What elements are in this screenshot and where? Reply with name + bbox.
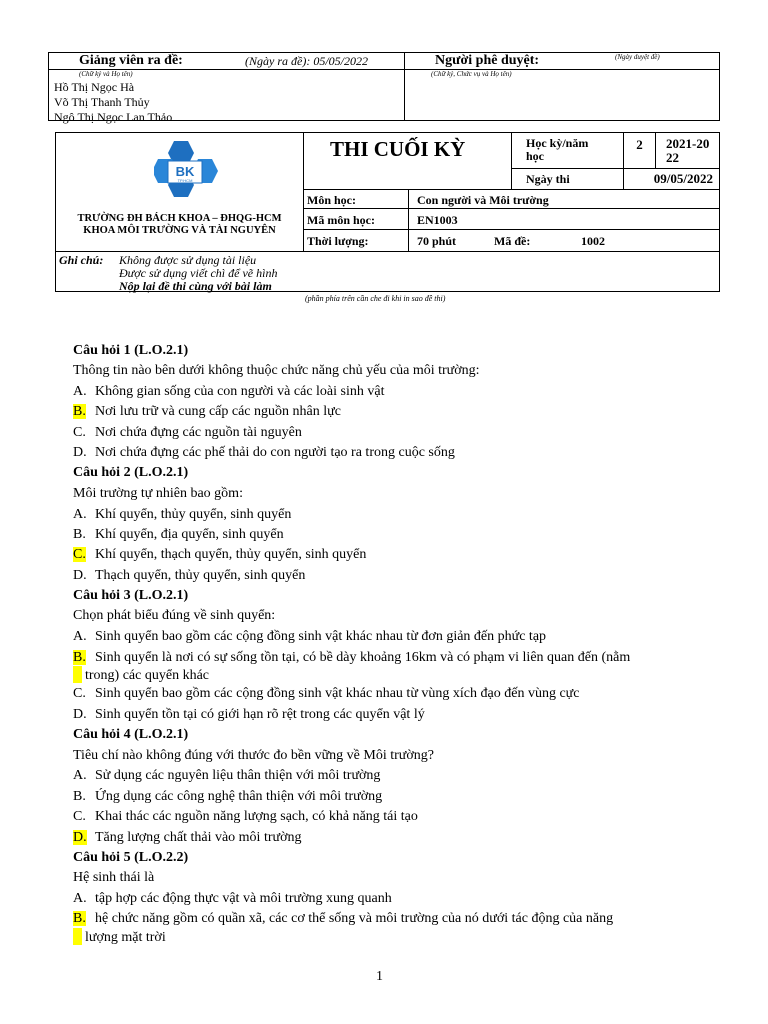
exam-header bbox=[55, 132, 720, 292]
option-letter: B. bbox=[73, 527, 86, 542]
nam-hoc-value: 2021-20 22 bbox=[666, 136, 710, 165]
answer-highlight: B. bbox=[73, 650, 86, 665]
ma-de-value: 1002 bbox=[581, 234, 605, 248]
divider bbox=[408, 190, 409, 208]
answer-highlight: B. bbox=[73, 911, 86, 926]
ngay-duyet-de: (Ngày duyệt đề) bbox=[615, 53, 660, 61]
teacher-name: Ngô Thị Ngọc Lan Thảo bbox=[54, 110, 173, 124]
option-letter: A. bbox=[73, 768, 87, 783]
option-text: Nơi lưu trữ và cung cấp các nguồn nhân lực bbox=[95, 404, 341, 419]
option-row bbox=[73, 807, 713, 826]
hoc-ky-label: Học kỳ/năm học bbox=[526, 136, 589, 163]
school-line-2: KHOA MÔI TRƯỜNG VÀ TÀI NGUYÊN bbox=[83, 225, 276, 236]
mon-hoc-value: Con người và Môi trường bbox=[417, 193, 549, 207]
ma-mon-hoc-row bbox=[303, 209, 719, 230]
option-letter: D. bbox=[73, 707, 87, 722]
option-text: Sinh quyển bao gồm các cộng đồng sinh vật khác nhau từ vùng xích đạo đến vùng cực bbox=[95, 686, 580, 701]
ma-mon-hoc-value: EN1003 bbox=[417, 213, 458, 227]
option-row bbox=[73, 828, 713, 847]
option-text: Nơi chứa đựng các nguồn tài nguyên bbox=[95, 425, 302, 440]
question-prompt: Tiêu chí nào không đúng với thước đo bền vững về Môi trường? bbox=[73, 748, 434, 763]
chu-ky-ho-ten: (Chữ ký và Họ tên) bbox=[79, 70, 133, 78]
ngay-thi-value-cell bbox=[624, 169, 719, 190]
question-title: Câu hỏi 4 (L.O.2.1) bbox=[73, 727, 189, 742]
option-letter: C. bbox=[73, 809, 86, 824]
question-title: Câu hỏi 1 (L.O.2.1) bbox=[73, 343, 189, 358]
mon-hoc-row bbox=[303, 190, 719, 209]
hoc-ky-value-cell bbox=[624, 133, 656, 169]
bk-logo-icon bbox=[154, 139, 218, 199]
ma-mon-hoc-label: Mã môn học: bbox=[307, 213, 375, 227]
option-text: Không gian sống của con người và các loài sinh vật bbox=[95, 384, 385, 399]
nam-hoc-value-cell bbox=[656, 133, 719, 169]
option-text: Sinh quyển tồn tại có giới hạn rõ rệt trong các quyển vật lý bbox=[95, 707, 425, 722]
divider bbox=[408, 209, 409, 229]
option-letter-answer bbox=[73, 648, 95, 667]
option-text: tập hợp các động thực vật và môi trường xung quanh bbox=[95, 891, 392, 906]
option-text: Sinh quyển là nơi có sự sống tồn tại, có bề dày khoảng 16km và có phạm vi liên quan đến (nằm bbox=[95, 650, 631, 665]
option-letter: B. bbox=[73, 789, 86, 804]
teacher-name: Hồ Thị Ngọc Hà bbox=[54, 80, 135, 94]
option-row bbox=[73, 545, 713, 564]
answer-highlight: C. bbox=[73, 547, 86, 562]
option-text: Khai thác các nguồn năng lượng sạch, có khả năng tái tạo bbox=[95, 809, 418, 824]
question-prompt: Thông tin nào bên dưới không thuộc chức năng chủ yếu của môi trường: bbox=[73, 363, 480, 378]
school-line-1: TRƯỜNG ĐH BÁCH KHOA – ĐHQG-HCM bbox=[77, 213, 282, 224]
ngay-thi-label-cell bbox=[512, 169, 624, 190]
option-text: Khí quyển, thủy quyển, sinh quyển bbox=[95, 507, 292, 522]
thoi-luong-row bbox=[303, 230, 719, 251]
option-text: Khí quyển, địa quyển, sinh quyển bbox=[95, 527, 284, 542]
question-prompt: Chọn phát biểu đúng về sinh quyển: bbox=[73, 608, 276, 623]
divider bbox=[408, 230, 409, 251]
ghi-chu-row bbox=[56, 251, 719, 292]
option-letter-answer bbox=[73, 545, 95, 564]
option-letter-answer bbox=[73, 402, 95, 421]
thoi-luong-label: Thời lượng: bbox=[307, 234, 369, 248]
answer-highlight: D. bbox=[73, 830, 87, 845]
teacher-list bbox=[54, 80, 172, 125]
hoc-ky-label-cell bbox=[512, 133, 624, 169]
teachers-cell bbox=[49, 70, 405, 124]
option-row bbox=[73, 766, 713, 785]
school-name bbox=[56, 213, 303, 237]
ma-de-label: Mã đề: bbox=[494, 234, 531, 248]
answer-highlight: B. bbox=[73, 404, 86, 419]
option-text: Thạch quyển, thủy quyển, sinh quyển bbox=[95, 568, 306, 583]
hoc-ky-value: 2 bbox=[636, 137, 643, 152]
question-title: Câu hỏi 2 (L.O.2.1) bbox=[73, 465, 189, 480]
ngay-thi-value: 09/05/2022 bbox=[653, 171, 713, 186]
option-letter: D. bbox=[73, 445, 87, 460]
ghi-chu-label: Ghi chú: bbox=[59, 253, 104, 267]
school-block bbox=[56, 133, 304, 251]
mon-hoc-label: Môn học: bbox=[307, 193, 356, 207]
giang-vien-label: Giảng viên ra đề: bbox=[79, 53, 183, 68]
ngay-ra-de: (Ngày ra đề): 05/05/2022 bbox=[245, 54, 368, 68]
option-row bbox=[73, 443, 713, 462]
thoi-luong-value: 70 phút bbox=[417, 234, 457, 248]
option-text: Sử dụng các nguyên liệu thân thiện với môi trường bbox=[95, 768, 381, 783]
option-row bbox=[73, 787, 713, 806]
question-title: Câu hỏi 5 (L.O.2.2) bbox=[73, 850, 189, 865]
option-row bbox=[73, 423, 713, 442]
approver-cell bbox=[405, 70, 720, 121]
option-row bbox=[73, 525, 713, 544]
option-row bbox=[73, 705, 713, 724]
option-letter-answer bbox=[73, 828, 95, 847]
option-row bbox=[73, 627, 713, 646]
teacher-name: Võ Thị Thanh Thủy bbox=[54, 95, 150, 109]
option-letter: A. bbox=[73, 384, 87, 399]
option-letter: D. bbox=[73, 568, 87, 583]
option-row bbox=[73, 889, 713, 908]
giang-vien-cell bbox=[49, 53, 405, 70]
option-text: Khí quyển, thạch quyển, thủy quyển, sinh quyển bbox=[95, 547, 367, 562]
question-title: Câu hỏi 3 (L.O.2.1) bbox=[73, 588, 189, 603]
ghi-chu-notes bbox=[119, 254, 277, 293]
ngay-thi-label: Ngày thi bbox=[526, 172, 570, 186]
option-text: Tăng lượng chất thải vào môi trường bbox=[95, 830, 302, 845]
option-letter: A. bbox=[73, 629, 87, 644]
option-row bbox=[73, 648, 713, 667]
ghi-chu-3: Nộp lại đề thi cùng với bài làm bbox=[119, 279, 272, 293]
option-letter: A. bbox=[73, 891, 87, 906]
page-number: 1 bbox=[376, 969, 383, 984]
option-row bbox=[73, 382, 713, 401]
option-letter: C. bbox=[73, 425, 86, 440]
option-row bbox=[73, 566, 713, 585]
option-continuation: lượng mặt trời bbox=[85, 930, 166, 945]
ghi-chu-1: Không được sử dụng tài liệu bbox=[119, 253, 257, 267]
option-row bbox=[73, 402, 713, 421]
option-continuation: trong) các quyển khác bbox=[85, 668, 209, 683]
nguoi-phe-duyet-cell bbox=[405, 53, 720, 70]
option-letter-answer bbox=[73, 909, 95, 928]
answer-highlight-bar bbox=[73, 928, 82, 945]
exam-title-cell bbox=[303, 133, 512, 190]
chu-ky-chuc-vu: (Chữ ký, Chức vụ và Họ tên) bbox=[431, 70, 512, 78]
exam-title: THI CUỐI KỲ bbox=[330, 137, 466, 161]
option-row bbox=[73, 684, 713, 703]
ghi-chu-2: Được sử dụng viết chì để vẽ hình bbox=[119, 266, 278, 280]
option-letter: A. bbox=[73, 507, 87, 522]
option-row bbox=[73, 909, 713, 928]
option-text: Ứng dụng các công nghệ thân thiện với môi trường bbox=[95, 789, 383, 804]
question-prompt: Hệ sinh thái là bbox=[73, 870, 155, 885]
option-row bbox=[73, 505, 713, 524]
nguoi-phe-duyet-label: Người phê duyệt: bbox=[435, 53, 540, 68]
option-text: Sinh quyển bao gồm các cộng đồng sinh vật khác nhau từ đơn giản đến phức tạp bbox=[95, 629, 547, 644]
approval-table bbox=[48, 52, 720, 124]
bk-logo bbox=[154, 139, 218, 199]
question-prompt: Môi trường tự nhiên bao gồm: bbox=[73, 486, 243, 501]
note-below: (phần phía trên cần che đi khi in sao đề thi) bbox=[305, 294, 446, 303]
option-text: Nơi chứa đựng các phế thải do con người tạo ra trong cuộc sống bbox=[95, 445, 455, 460]
logo-sub: TP.HCM bbox=[177, 178, 193, 183]
option-letter: C. bbox=[73, 686, 86, 701]
logo-text: BK bbox=[175, 164, 195, 179]
answer-highlight-bar bbox=[73, 666, 82, 683]
option-text: hệ chức năng gồm có quần xã, các cơ thể sống và môi trường của nó dưới tác động của năng bbox=[95, 911, 614, 926]
